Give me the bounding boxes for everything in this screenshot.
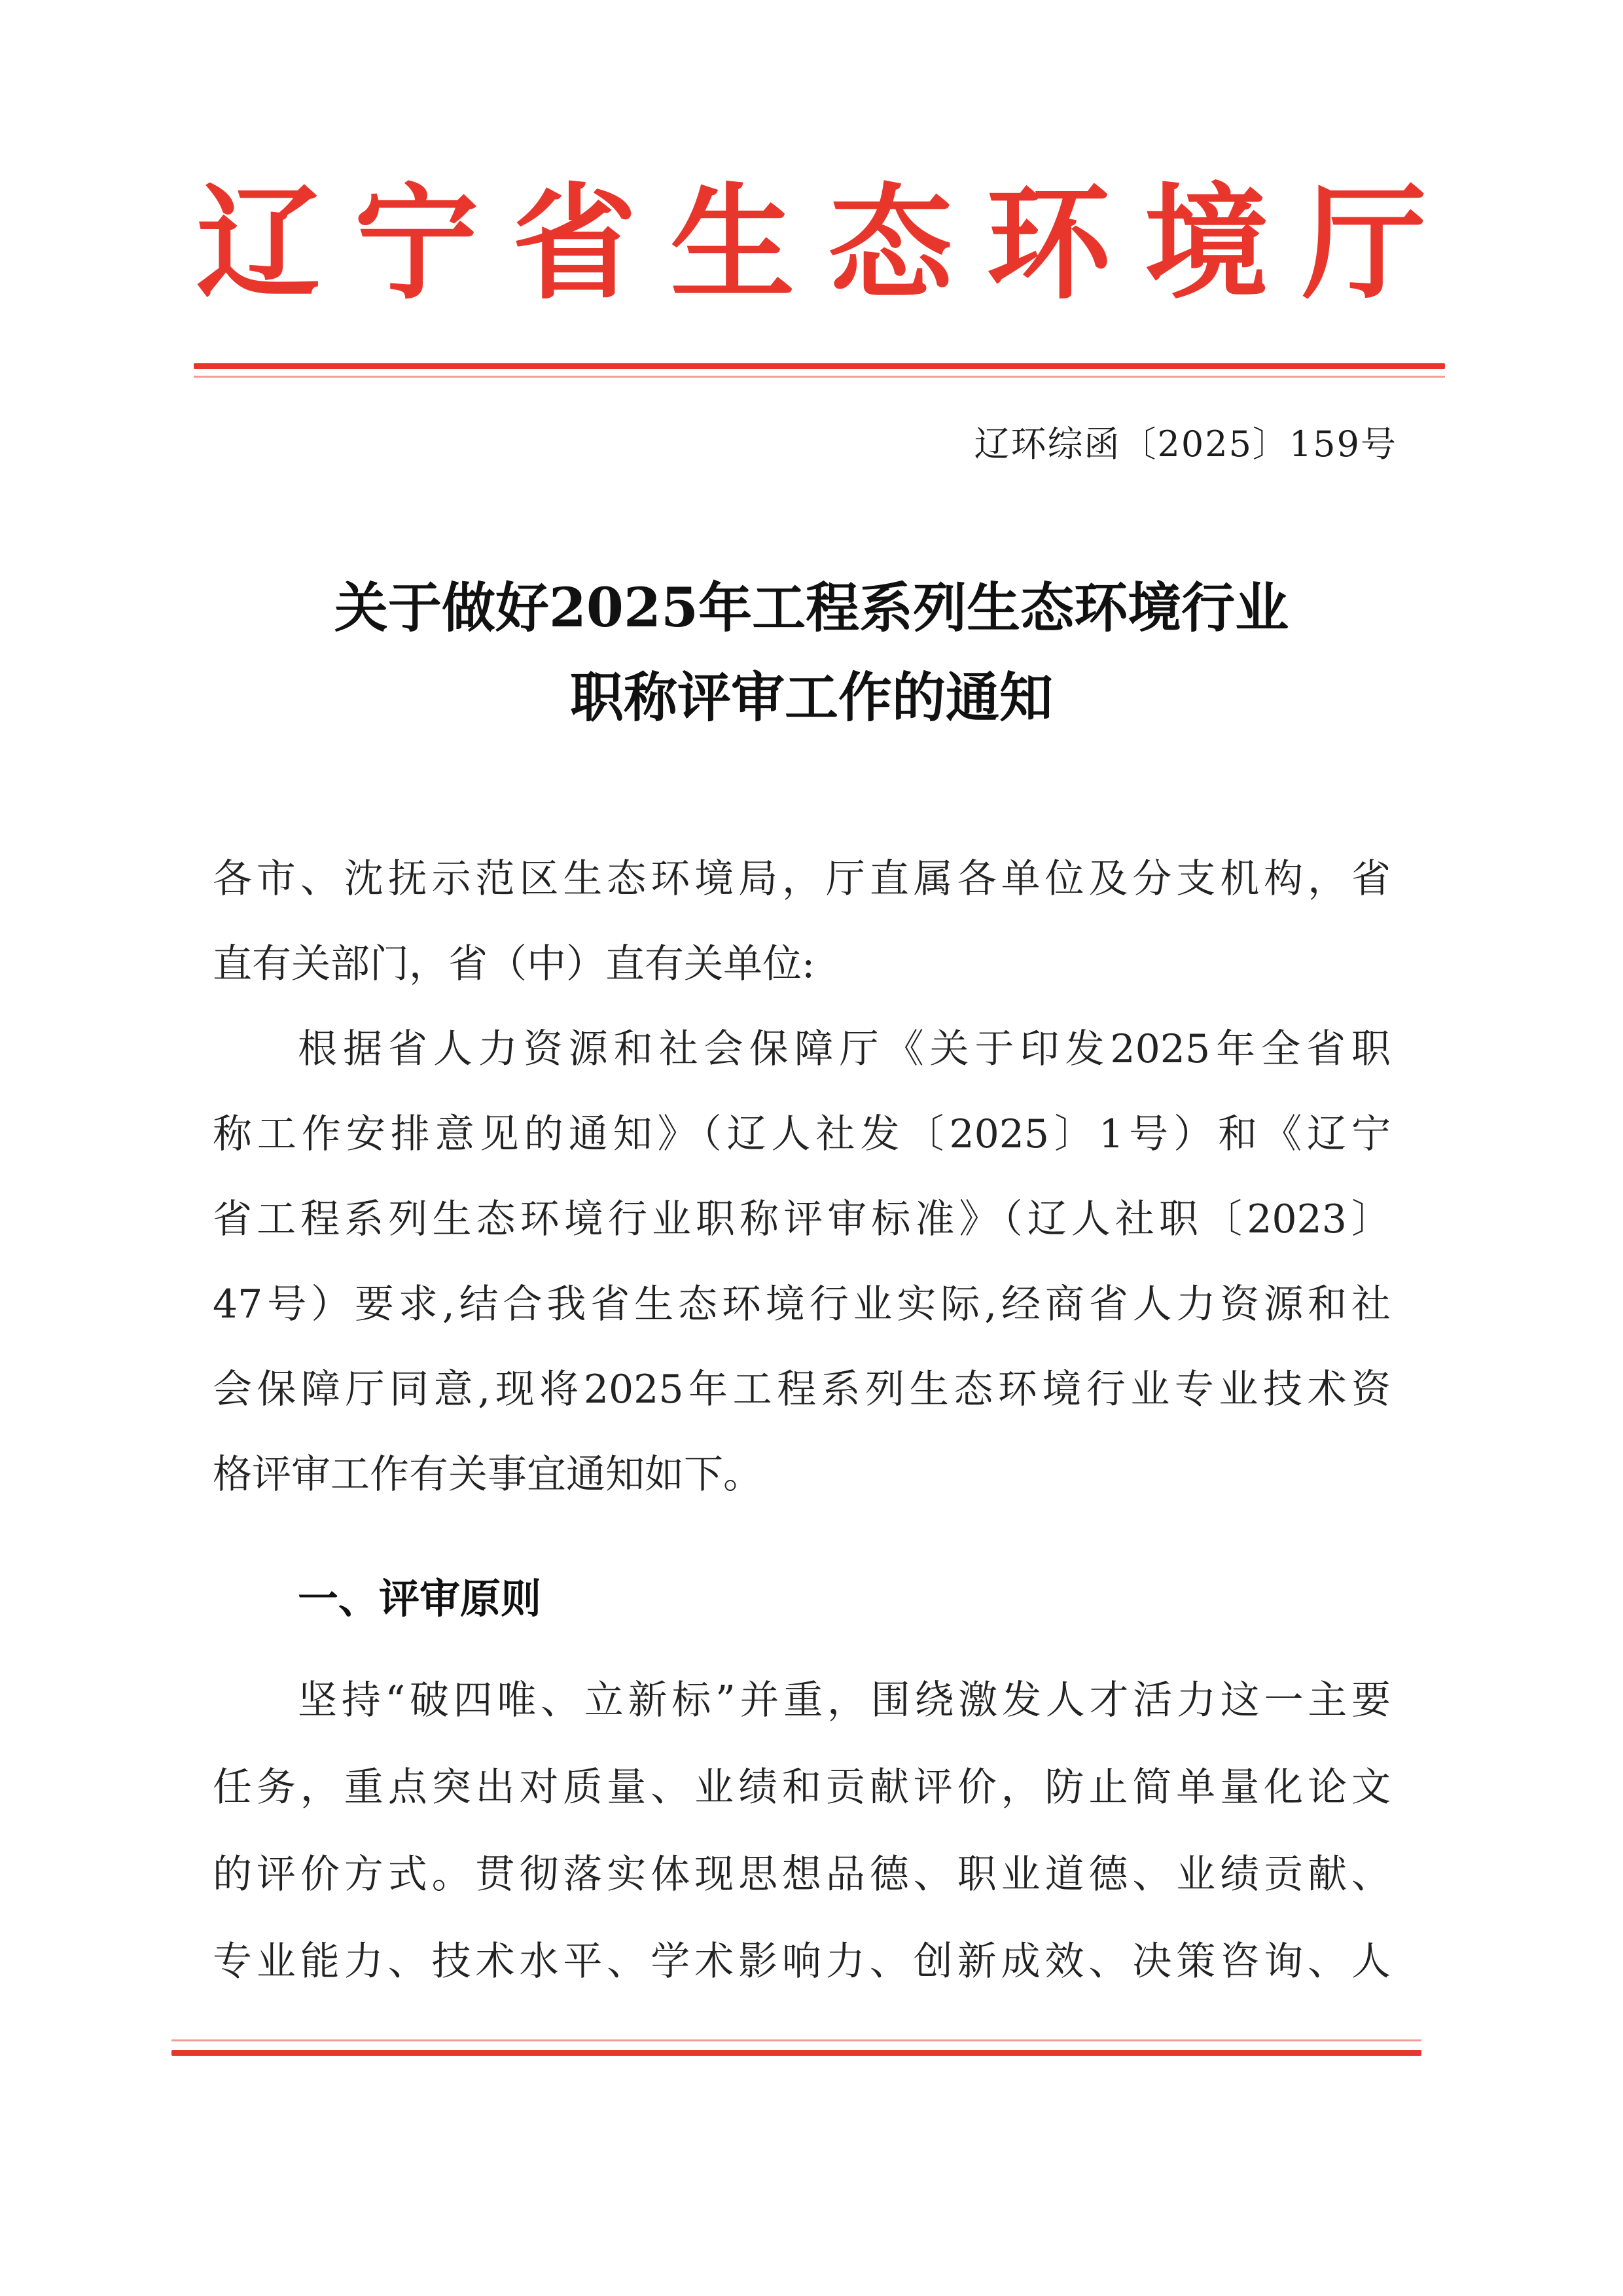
intro-line-5: 会保障厅同意,现将2025年工程系列生态环境行业专业技术资: [213, 1367, 1391, 1412]
intro-line-6: 格评审工作有关事宜通知如下。: [213, 1452, 762, 1498]
masthead-char: 宁: [354, 171, 479, 316]
masthead-char: 境: [1144, 171, 1269, 316]
org-masthead: [196, 171, 1427, 316]
addressee-line-1: 各市、沈抚示范区生态环境局，厅直属各单位及分支机构，省: [213, 856, 1391, 902]
intro-line-4: 47号）要求,结合我省生态环境行业实际,经商省人力资源和社: [213, 1282, 1391, 1327]
intro-line-3: 省工程系列生态环境行业职称评审标准》（辽人社职〔2023〕: [213, 1196, 1391, 1242]
masthead-char: 态: [828, 171, 953, 316]
header-red-rule-thin: [194, 376, 1445, 378]
masthead-char: 厅: [1302, 171, 1427, 316]
footer-red-rule-thin: [171, 2039, 1421, 2041]
section1-line-2: 任务，重点突出对质量、业绩和贡献评价，防止简单量化论文: [213, 1765, 1391, 1810]
section1-line-1: 坚持“破四唯、立新标”并重，围绕激发人才活力这一主要: [298, 1677, 1391, 1723]
masthead-char: 生: [670, 171, 795, 316]
section1-line-4: 专业能力、技术水平、学术影响力、创新成效、决策咨询、人: [213, 1939, 1391, 1984]
masthead-char: 辽: [196, 171, 321, 316]
footer-red-rule: [171, 2050, 1421, 2056]
document-number: 辽环综函〔2025〕159号: [974, 423, 1397, 465]
document-title-line-2: 职称评审工作的通知: [569, 666, 1053, 729]
masthead-char: 省: [512, 171, 637, 316]
section1-line-3: 的评价方式。贯彻落实体现思想品德、职业道德、业绩贡献、: [213, 1852, 1391, 1897]
intro-line-1: 根据省人力资源和社会保障厅《关于印发2025年全省职: [298, 1026, 1391, 1072]
header-red-rule: [194, 363, 1445, 369]
section-heading: 一、评审原则: [298, 1575, 542, 1623]
document-title-line-1: 关于做好2025年工程系列生态环境行业: [334, 577, 1289, 639]
addressee-line-2: 直有关部门，省（中）直有关单位:: [213, 941, 815, 987]
intro-line-2: 称工作安排意见的通知》（辽人社发〔2025〕1号）和《辽宁: [213, 1111, 1391, 1157]
masthead-char: 环: [986, 171, 1111, 316]
